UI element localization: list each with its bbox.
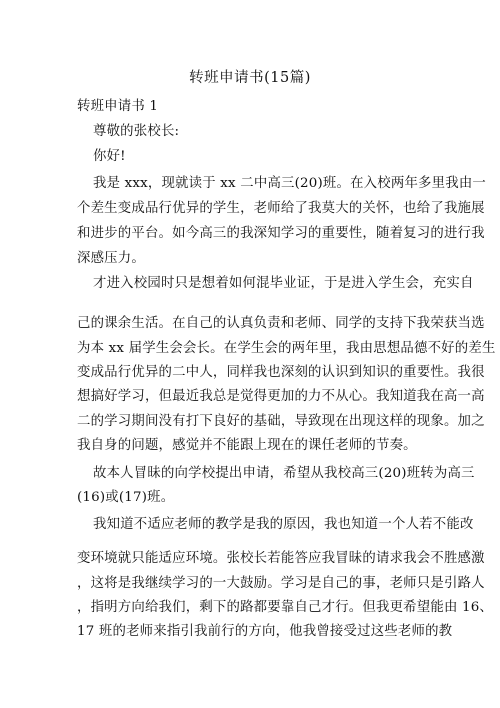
document-title: 转班申请书(15篇) bbox=[189, 70, 311, 86]
salutation: 尊敬的张校长: bbox=[93, 124, 180, 139]
body-line: 我是 xxx，现就读于 xx 二中高三(20)班。在入校两年多里我由一 bbox=[93, 176, 486, 191]
body-line: 变成品行优异的二中人，同样我也深刻的认识到知识的重要性。我很 bbox=[77, 365, 485, 380]
body-line: 才进入校园时只是想着如何混毕业证，于是进入学生会，充实自 bbox=[93, 276, 474, 291]
body-line: 想搞好学习，但最近我总是觉得更加的力不从心。我知道我在高一高 bbox=[77, 389, 485, 404]
body-line: 17 班的老师来指引我前行的方向，他我曾接受过这些老师的教 bbox=[77, 624, 453, 639]
body-line: 己的课余生活。在自己的认真负责和老师、同学的支持下我荣获当选 bbox=[77, 316, 485, 331]
body-line: 为本 xx 届学生会会长。在学生会的两年里，我由思想品德不好的差生 bbox=[77, 341, 496, 356]
greeting: 你好! bbox=[93, 149, 126, 164]
body-line: 深感压力。 bbox=[77, 251, 145, 266]
body-line: ，指明方向给我们，剩下的路都要靠自己才行。但我更希望能由 16、 bbox=[77, 600, 494, 615]
document-subtitle: 转班申请书 1 bbox=[77, 99, 159, 114]
body-line: 我知道不适应老师的教学是我的原因，我也知道一个人若不能改 bbox=[93, 517, 474, 532]
body-line: (16)或(17)班。 bbox=[77, 490, 175, 505]
body-line: 和进步的平台。如今高三的我深知学习的重要性，随着复习的进行我 bbox=[77, 226, 485, 241]
body-line: 变环境就只能适应环境。张校长若能答应我冒昧的请求我会不胜感激 bbox=[77, 551, 485, 566]
body-line: 二的学习期间没有打下良好的基础，导致现在出现这样的现象。加之 bbox=[77, 414, 485, 429]
body-line: 我自身的问题，感觉并不能跟上现在的课任老师的节奏。 bbox=[77, 438, 417, 453]
body-line: ，这将是我继续学习的一大鼓励。学习是自己的事，老师只是引路人 bbox=[77, 576, 485, 591]
body-line: 故本人冒昧的向学校提出申请，希望从我校高三(20)班转为高三 bbox=[93, 466, 475, 481]
body-line: 个差生变成品行优异的学生，老师给了我莫大的关怀，也给了我施展 bbox=[77, 201, 485, 216]
